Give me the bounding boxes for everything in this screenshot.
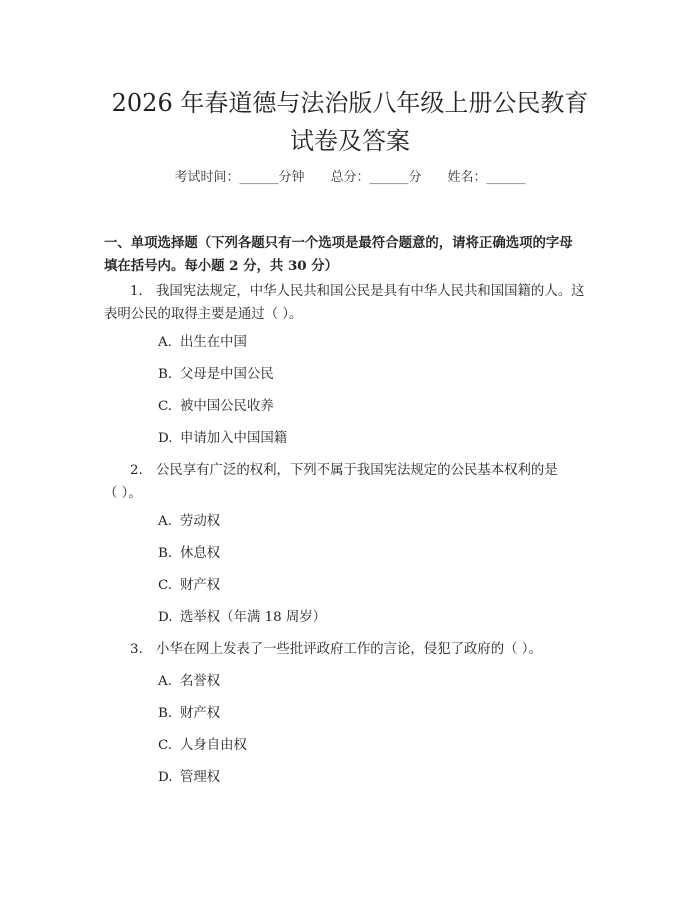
section-heading-line-1: 一、单项选择题（下列各题只有一个选项是最符合题意的，请将正确选项的字母: [104, 235, 573, 251]
question-1-option-c: C. 被中国公民收养: [158, 399, 274, 414]
question-number: 1.: [130, 284, 143, 299]
question-1-option-b: B. 父母是中国公民: [158, 367, 274, 382]
question-text-line-2: （ ）。: [104, 486, 142, 501]
exam-time-field: 考试时间：______分钟: [174, 170, 305, 185]
section-heading-line-2: 填在括号内。每小题 2 分，共 30 分）: [104, 258, 339, 274]
question-2-option-c: C. 财产权: [158, 578, 221, 593]
question-1-option-d: D. 申请加入中国国籍: [158, 431, 288, 446]
question-3-option-a: A. 名誉权: [158, 674, 221, 689]
question-3-option-b: B. 财产权: [158, 706, 221, 721]
question-number: 3.: [130, 642, 143, 657]
question-1-option-a: A. 出生在中国: [158, 335, 247, 350]
question-2-option-a: A. 劳动权: [158, 514, 221, 529]
question-1: [104, 280, 604, 326]
question-2-option-b: B. 休息权: [158, 546, 221, 561]
question-3-option-d: D. 管理权: [158, 770, 221, 785]
title-line-1: 2026 年春道德与法治版八年级上册公民教育: [111, 89, 589, 117]
question-3: [104, 638, 604, 661]
student-name-field: 姓名：______: [447, 170, 526, 185]
question-text-line-2: 表明公民的取得主要是通过（ ）。: [104, 307, 303, 322]
total-score-field: 总分：______分: [330, 170, 422, 185]
question-text-line-1: 小华在网上发表了一些批评政府工作的言论，侵犯了政府的（ ）。: [156, 642, 542, 657]
title-line-2: 试卷及答案: [290, 127, 410, 155]
page-title: [60, 84, 640, 160]
section-heading: [104, 232, 604, 278]
question-2: [104, 459, 604, 505]
question-3-option-c: C. 人身自由权: [158, 738, 247, 753]
question-text-line-1: 公民享有广泛的权利，下列不属于我国宪法规定的公民基本权利的是: [156, 463, 558, 478]
exam-meta: [60, 168, 640, 188]
question-number: 2.: [130, 463, 143, 478]
question-text-line-1: 我国宪法规定，中华人民共和国公民是具有中华人民共和国国籍的人。这: [156, 284, 585, 299]
question-2-option-d: D. 选举权（年满 18 周岁）: [158, 610, 327, 625]
